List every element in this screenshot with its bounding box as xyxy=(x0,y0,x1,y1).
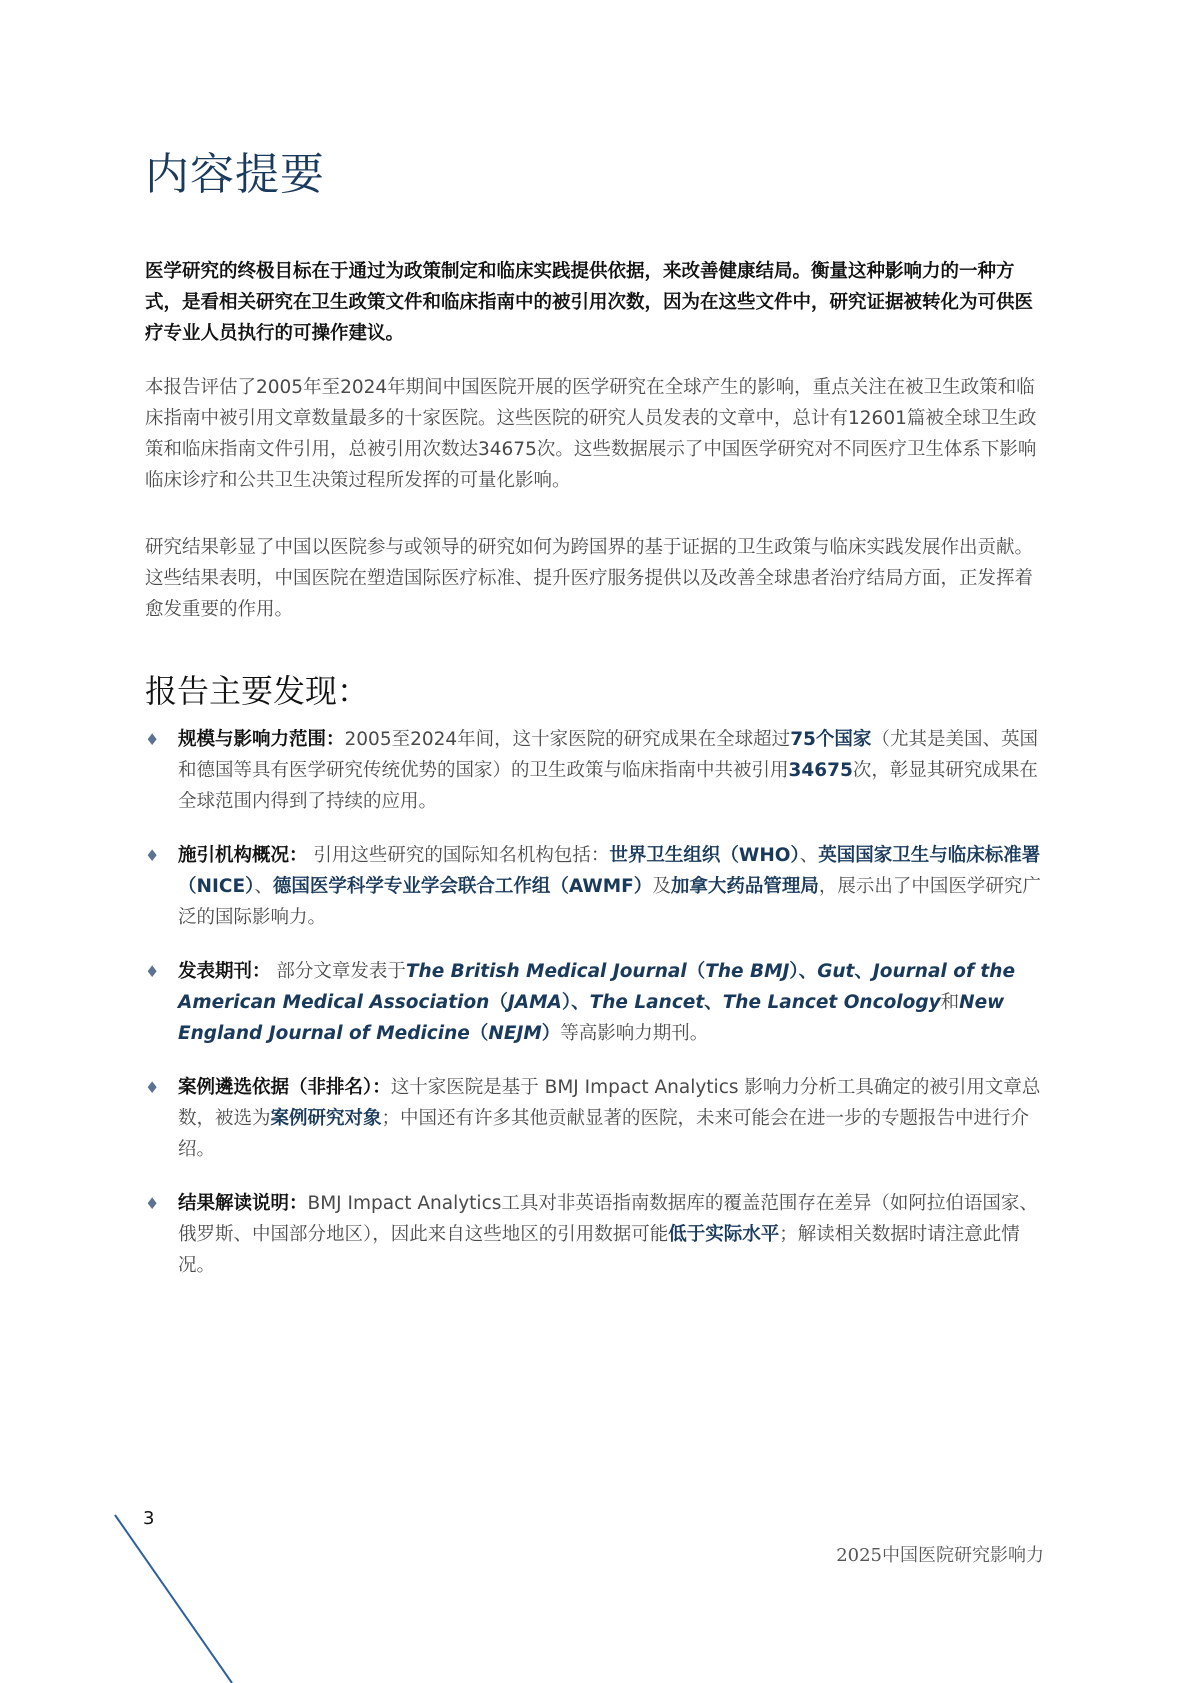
journal-paren: （ xyxy=(686,961,706,982)
finding-label: 发表期刊： xyxy=(178,961,271,982)
finding-text: 及 xyxy=(652,876,671,897)
finding-label: 结果解读说明： xyxy=(178,1193,308,1214)
diamond-bullet-icon: ♦ xyxy=(145,962,160,981)
finding-text: 引用这些研究的国际知名机构包括： xyxy=(307,845,610,866)
journal-paren: ） xyxy=(789,961,799,982)
finding-text: 2005至2024年间，这十家医院的研究成果在全球超过 xyxy=(344,729,791,750)
finding-text: 、 xyxy=(571,992,590,1013)
finding-text: 、 xyxy=(799,845,819,866)
finding-highlight: 34675 xyxy=(788,760,853,781)
finding-text: ；解读相关数据时请注意此情况。 xyxy=(178,1224,1020,1276)
finding-text: 等高影响力期刊。 xyxy=(560,1023,709,1044)
finding-text: BMJ Impact Analytics工具对非英语指南数据库的覆盖范围存在差异（如阿拉伯语国家、俄罗斯、中国部分地区），因此来自这些地区的引用数据可能 xyxy=(178,1193,1038,1245)
finding-text: （尤其是美国、英国和德国等具有医学研究传统优势的国家）的卫生政策与临床指南中共被引用 xyxy=(178,729,1038,781)
finding-highlight: 低于实际水平 xyxy=(668,1224,780,1245)
finding-highlight: 75个国家 xyxy=(790,729,872,750)
finding-text: 、 xyxy=(854,961,873,982)
journal-name: New England Journal of Medicine xyxy=(178,992,1005,1044)
finding-citing-institutions xyxy=(145,840,1045,933)
journal-name: Gut xyxy=(817,961,855,982)
footer-report-title: 2025中国医院研究影响力 xyxy=(836,1545,1044,1566)
journal-paren: （ xyxy=(469,1023,489,1044)
diamond-bullet-icon: ♦ xyxy=(145,1078,160,1097)
diamond-bullet-icon: ♦ xyxy=(145,730,160,749)
finding-highlight: 英国国家卫生与临床标准署（NICE） xyxy=(178,845,1041,897)
finding-text: 、 xyxy=(254,876,273,897)
findings-list xyxy=(145,724,1045,1304)
finding-scale xyxy=(145,724,1045,817)
finding-text: ；中国还有许多其他贡献显著的医院，未来可能会在进一步的专题报告中进行介绍。 xyxy=(178,1108,1030,1160)
finding-journals xyxy=(145,956,1045,1049)
finding-highlight: 加拿大药品管理局 xyxy=(670,876,819,897)
finding-text: ，展示出了中国医学研究广泛的国际影响力。 xyxy=(178,876,1041,928)
finding-text: 、 xyxy=(704,992,723,1013)
page-number: 3 xyxy=(143,1508,155,1529)
finding-label: 规模与影响力范围： xyxy=(178,729,345,750)
finding-highlight: 世界卫生组织（WHO） xyxy=(609,845,800,866)
lead-paragraph: 医学研究的终极目标在于通过为政策制定和临床实践提供依据，来改善健康结局。衡量这种影响力的一种方式，是看相关研究在卫生政策文件和临床指南中的被引用次数，因为在这些文件中，研究证据被转化为可供医疗专业人员执行的可操作建议。 xyxy=(145,261,1034,344)
body-paragraph-1: 本报告评估了2005年至2024年期间中国医院开展的医学研究在全球产生的影响，重点关注在被卫生政策和临床指南中被引用文章数量最多的十家医院。这些医院的研究人员发表的文章中，总计有12601篇被全球卫生政策和临床指南文件引用，总被引用次数达34675次。这些数据展示了中国医学研究对不同医疗卫生体系下影响临床诊疗和公共卫生决策过程所发挥的可量化影响。 xyxy=(145,377,1037,491)
body-paragraph-2: 研究结果彰显了中国以医院参与或领导的研究如何为跨国界的基于证据的卫生政策与临床实践发展作出贡献。这些结果表明，中国医院在塑造国际医疗标准、提升医疗服务提供以及改善全球患者治疗结局方面，正发挥着愈发重要的作用。 xyxy=(145,537,1034,620)
finding-label: 案例遴选依据（非排名）： xyxy=(178,1077,391,1098)
findings-heading: 报告主要发现： xyxy=(145,672,370,710)
finding-highlight: 德国医学科学专业学会联合工作组（AWMF） xyxy=(272,876,653,897)
finding-interpretation-note xyxy=(145,1188,1045,1281)
journal-name: The British Medical Journal xyxy=(405,961,687,982)
finding-label: 施引机构概况： xyxy=(178,845,308,866)
journal-paren: ） xyxy=(561,992,572,1013)
journal-name: The Lancet Oncology xyxy=(722,992,941,1013)
finding-text: 、 xyxy=(798,961,818,982)
page-title: 内容提要 xyxy=(145,149,325,200)
decorative-line-stroke xyxy=(115,1515,232,1683)
finding-text: 次，彰显其研究成果在全球范围内得到了持续的应用。 xyxy=(178,760,1038,812)
finding-text: 和 xyxy=(940,992,960,1013)
journal-name: The Lancet xyxy=(589,992,705,1013)
finding-highlight: 案例研究对象 xyxy=(270,1108,382,1129)
journal-abbrev: The BMJ xyxy=(705,961,790,982)
journal-name: Journal of the American Medical Association xyxy=(178,961,1015,1013)
journal-paren: （ xyxy=(489,992,508,1013)
finding-text: 部分文章发表于 xyxy=(270,961,406,982)
journal-abbrev: JAMA xyxy=(507,992,562,1013)
journal-abbrev: NEJM xyxy=(488,1023,542,1044)
diamond-bullet-icon: ♦ xyxy=(145,846,160,865)
diamond-bullet-icon: ♦ xyxy=(145,1194,160,1213)
finding-selection-basis xyxy=(145,1072,1045,1165)
finding-text: 这十家医院是基于 BMJ Impact Analytics 影响力分析工具确定的被引用文章总数，被选为 xyxy=(178,1077,1041,1129)
journal-paren: ） xyxy=(541,1023,561,1044)
